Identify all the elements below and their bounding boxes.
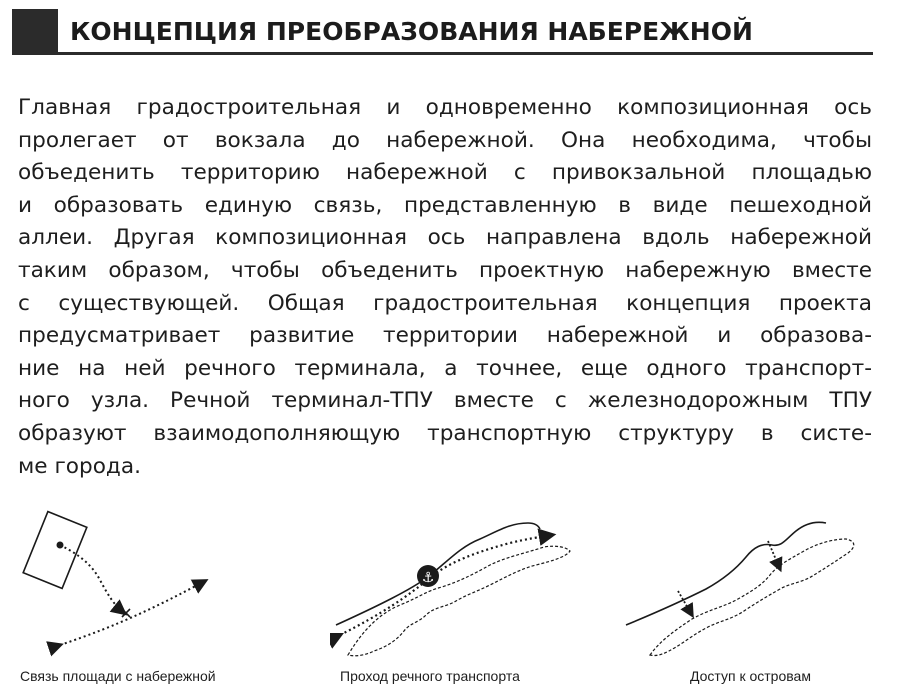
diagram-caption: Доступ к островам (690, 668, 811, 684)
diagram-caption: Проход речного транспорта (340, 668, 520, 684)
description-paragraph (18, 92, 872, 483)
island-access-icon (620, 495, 880, 665)
paragraph-line: объеденить территорию набережной с привокзальной площадью (18, 160, 872, 186)
paragraph-line: ме города. (18, 453, 141, 479)
diagram-square-connection (20, 495, 240, 665)
river-transport-icon (330, 495, 580, 665)
paragraph-line: аллеи. Другая композиционная ось направлена вдоль набережной (18, 225, 872, 251)
paragraph-line: ние на ней речного терминала, а точнее, еще одного транспорт- (18, 355, 872, 381)
paragraph-line: и образовать единую связь, представленную в виде пешеходной (18, 192, 872, 218)
intersection-cross-icon (122, 609, 130, 617)
header-underline (58, 52, 873, 55)
header-accent-block (12, 9, 58, 55)
section-header (12, 9, 873, 55)
shoreline (626, 522, 826, 625)
paragraph-line: Главная градостроительная и одновременно композиционная ось (18, 95, 872, 120)
access-arrow (678, 591, 692, 615)
paragraph-line: ного узла. Речной терминал-ТПУ вместе с железнодорожным ТПУ (18, 388, 872, 414)
paragraph-line: образуют взаимодополняющую транспортную структуру в систе- (18, 420, 872, 446)
page-title: КОНЦЕПЦИЯ ПРЕОБРАЗОВАНИЯ НАБЕРЕЖНОЙ (70, 17, 753, 46)
main-axis-path (60, 545, 124, 613)
island-outline (650, 539, 854, 656)
station-square-shape (23, 512, 87, 589)
diagram-river-transport (330, 495, 580, 665)
diagram-caption: Связь площади с набережной (20, 668, 216, 684)
embankment-axis-path (60, 581, 205, 645)
paragraph-line: с существующей. Общая градостроительная концепция проекта (18, 290, 872, 316)
paragraph-line: таким образом, чтобы объеденить проектную набережную вместе (18, 257, 872, 283)
paragraph-line: пролегает от вокзала до набережной. Она необходима, чтобы (18, 127, 872, 153)
river-route-path (340, 535, 552, 635)
axis-connection-icon (20, 495, 240, 665)
svg-text:⚓: ⚓ (421, 570, 435, 586)
paragraph-line: предусматривает развитие территории набережной и образова- (18, 323, 872, 349)
diagram-island-access (620, 495, 880, 665)
island-outline (348, 546, 570, 656)
